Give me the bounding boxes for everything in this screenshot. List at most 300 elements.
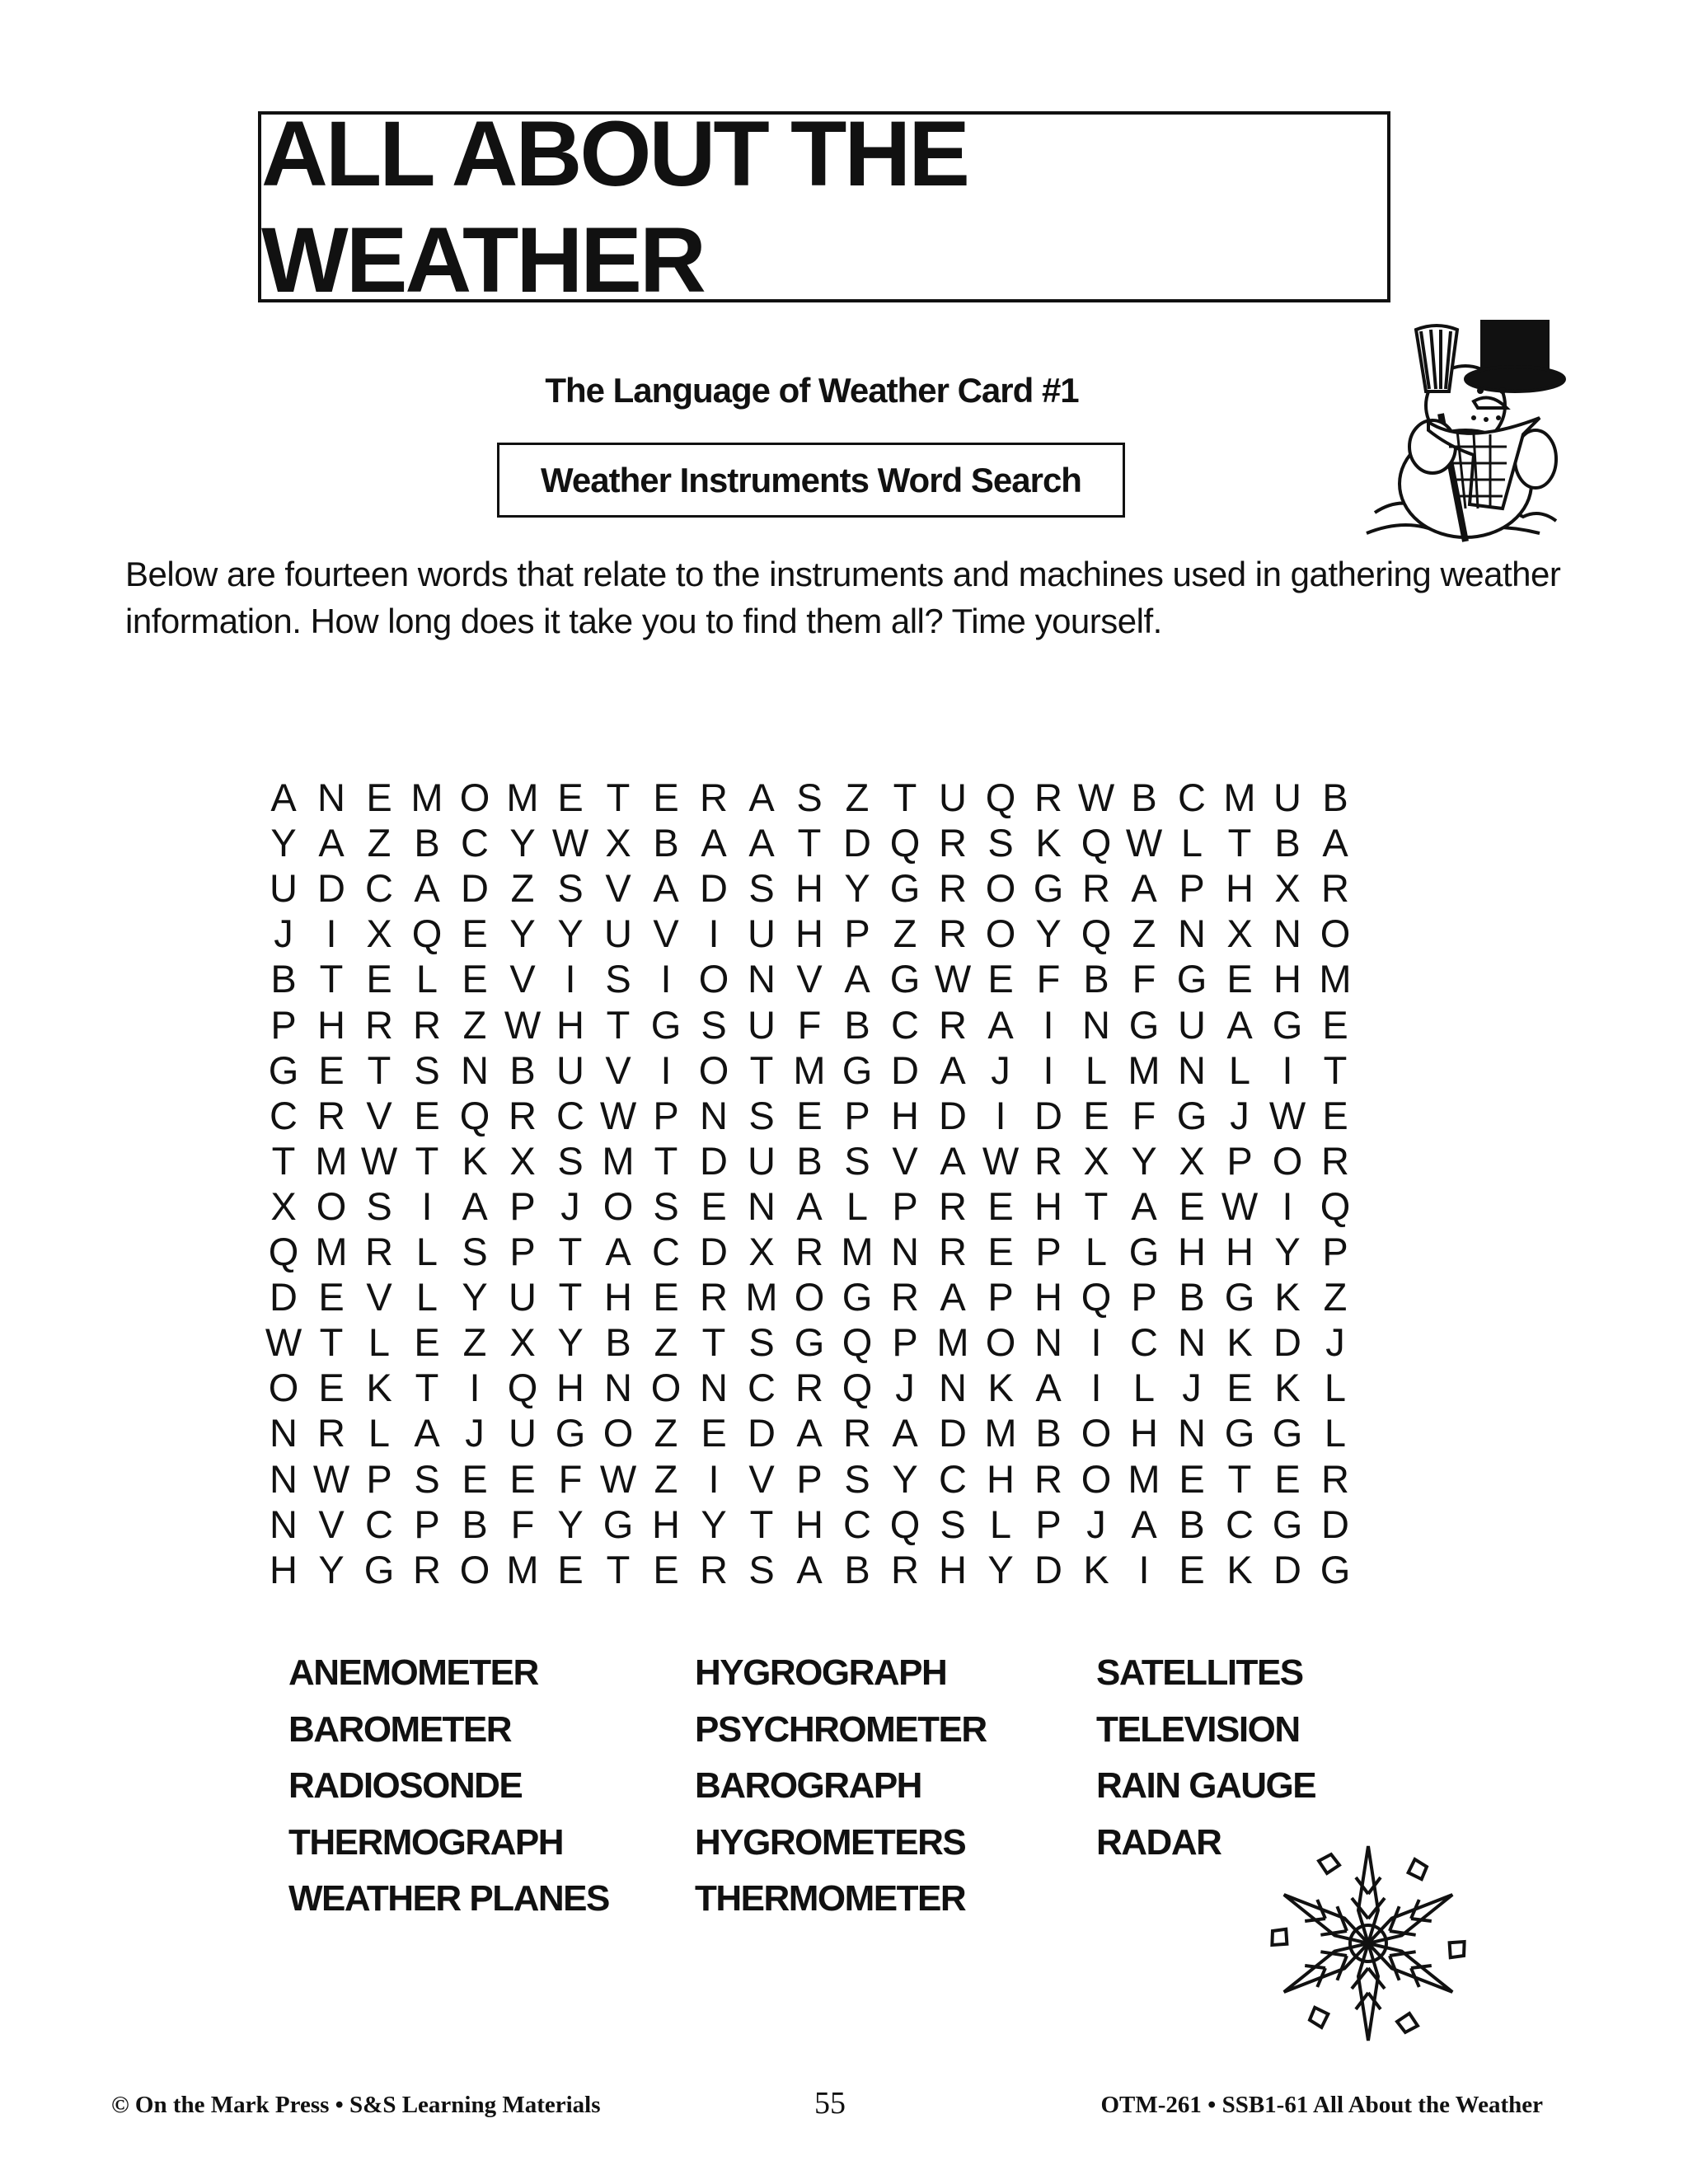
- grid-letter[interactable]: U: [556, 1047, 584, 1092]
- grid-letter[interactable]: Z: [654, 1411, 678, 1455]
- grid-letter[interactable]: G: [1224, 1411, 1255, 1455]
- grid-letter[interactable]: Z: [845, 776, 870, 819]
- grid-letter[interactable]: H: [891, 1093, 919, 1137]
- grid-letter[interactable]: T: [271, 1138, 296, 1183]
- grid-letter[interactable]: T: [797, 821, 822, 865]
- grid-letter[interactable]: Y: [892, 1456, 918, 1501]
- grid-letter[interactable]: S: [366, 1183, 392, 1228]
- grid-letter[interactable]: A: [605, 1230, 631, 1273]
- grid-letter[interactable]: S: [748, 866, 775, 911]
- grid-letter[interactable]: R: [1034, 1138, 1062, 1183]
- grid-letter[interactable]: Y: [557, 912, 584, 956]
- grid-letter[interactable]: K: [1226, 1320, 1253, 1365]
- grid-letter[interactable]: T: [319, 957, 344, 1001]
- grid-letter[interactable]: S: [414, 1047, 440, 1092]
- grid-letter[interactable]: A: [796, 1411, 823, 1455]
- grid-letter[interactable]: G: [555, 1411, 586, 1455]
- grid-letter[interactable]: I: [421, 1183, 433, 1228]
- grid-letter[interactable]: A: [270, 776, 297, 819]
- grid-letter[interactable]: T: [1227, 821, 1252, 865]
- grid-letter[interactable]: U: [1178, 1002, 1206, 1047]
- grid-letter[interactable]: B: [414, 821, 440, 865]
- grid-letter[interactable]: P: [653, 1093, 679, 1137]
- grid-letter[interactable]: M: [984, 1411, 1017, 1455]
- grid-letter[interactable]: T: [415, 1138, 439, 1183]
- grid-letter[interactable]: C: [652, 1230, 680, 1273]
- grid-letter[interactable]: B: [270, 957, 297, 1001]
- grid-letter[interactable]: O: [316, 1183, 347, 1228]
- grid-letter[interactable]: B: [1083, 957, 1109, 1001]
- grid-letter[interactable]: X: [748, 1230, 775, 1273]
- grid-letter[interactable]: Y: [462, 1275, 488, 1319]
- grid-letter[interactable]: V: [892, 1138, 918, 1183]
- grid-letter[interactable]: E: [318, 1047, 345, 1092]
- grid-letter[interactable]: N: [270, 1456, 298, 1501]
- grid-letter[interactable]: H: [270, 1547, 298, 1591]
- grid-letter[interactable]: A: [414, 1411, 440, 1455]
- grid-letter[interactable]: L: [415, 1275, 438, 1319]
- grid-letter[interactable]: N: [1178, 1411, 1206, 1455]
- grid-letter[interactable]: S: [796, 776, 823, 819]
- grid-letter[interactable]: B: [844, 1002, 870, 1047]
- grid-letter[interactable]: R: [1082, 866, 1110, 911]
- grid-letter[interactable]: G: [1272, 1411, 1303, 1455]
- grid-letter[interactable]: K: [1083, 1547, 1109, 1591]
- grid-letter[interactable]: P: [796, 1456, 823, 1501]
- grid-letter[interactable]: X: [1179, 1138, 1205, 1183]
- grid-letter[interactable]: T: [319, 1320, 344, 1365]
- grid-letter[interactable]: H: [652, 1502, 680, 1546]
- grid-letter[interactable]: R: [317, 1093, 345, 1137]
- grid-letter[interactable]: S: [844, 1456, 870, 1501]
- grid-letter[interactable]: O: [985, 866, 1016, 911]
- grid-letter[interactable]: V: [605, 866, 631, 911]
- grid-letter[interactable]: D: [939, 1093, 967, 1137]
- grid-letter[interactable]: W: [1077, 776, 1115, 819]
- grid-letter[interactable]: X: [1274, 866, 1301, 911]
- grid-letter[interactable]: P: [1179, 866, 1205, 911]
- grid-letter[interactable]: S: [987, 821, 1014, 865]
- grid-letter[interactable]: O: [603, 1183, 634, 1228]
- grid-letter[interactable]: H: [604, 1275, 632, 1319]
- grid-letter[interactable]: C: [843, 1502, 871, 1546]
- grid-letter[interactable]: M: [602, 1138, 635, 1183]
- grid-letter[interactable]: M: [1223, 776, 1256, 819]
- grid-letter[interactable]: N: [1178, 1047, 1206, 1092]
- grid-letter[interactable]: Q: [1320, 1183, 1351, 1228]
- grid-letter[interactable]: N: [461, 1047, 489, 1092]
- grid-letter[interactable]: U: [270, 866, 298, 911]
- grid-letter[interactable]: B: [1322, 776, 1348, 819]
- grid-letter[interactable]: D: [700, 1138, 728, 1183]
- grid-letter[interactable]: A: [1131, 1502, 1157, 1546]
- grid-letter[interactable]: R: [700, 1275, 728, 1319]
- grid-letter[interactable]: Q: [1081, 1275, 1112, 1319]
- grid-letter[interactable]: K: [1035, 821, 1062, 865]
- grid-letter[interactable]: G: [1176, 957, 1207, 1001]
- grid-letter[interactable]: N: [1178, 912, 1206, 956]
- grid-letter[interactable]: M: [1319, 957, 1352, 1001]
- grid-letter[interactable]: R: [891, 1547, 919, 1591]
- grid-letter[interactable]: Q: [842, 1366, 873, 1410]
- grid-letter[interactable]: J: [1086, 1502, 1106, 1546]
- grid-letter[interactable]: U: [748, 1138, 776, 1183]
- grid-letter[interactable]: J: [991, 1047, 1010, 1092]
- grid-letter[interactable]: I: [708, 912, 720, 956]
- grid-letter[interactable]: N: [891, 1230, 919, 1273]
- grid-letter[interactable]: E: [318, 1366, 345, 1410]
- grid-letter[interactable]: L: [1085, 1047, 1108, 1092]
- grid-letter[interactable]: A: [1226, 1002, 1253, 1047]
- grid-letter[interactable]: I: [1282, 1047, 1293, 1092]
- grid-letter[interactable]: V: [366, 1093, 392, 1137]
- grid-letter[interactable]: C: [270, 1093, 298, 1137]
- grid-letter[interactable]: T: [606, 1547, 631, 1591]
- grid-letter[interactable]: L: [1324, 1411, 1347, 1455]
- grid-letter[interactable]: P: [892, 1183, 918, 1228]
- grid-letter[interactable]: S: [605, 957, 631, 1001]
- grid-letter[interactable]: E: [653, 1547, 679, 1591]
- grid-letter[interactable]: X: [1226, 912, 1253, 956]
- grid-letter[interactable]: E: [653, 776, 679, 819]
- grid-letter[interactable]: M: [745, 1275, 778, 1319]
- grid-letter[interactable]: S: [844, 1138, 870, 1183]
- grid-letter[interactable]: L: [415, 957, 438, 1001]
- grid-letter[interactable]: A: [1131, 1183, 1157, 1228]
- grid-letter[interactable]: L: [1085, 1230, 1108, 1273]
- grid-letter[interactable]: I: [1043, 1047, 1054, 1092]
- grid-letter[interactable]: D: [1273, 1320, 1301, 1365]
- grid-letter[interactable]: E: [414, 1320, 440, 1365]
- grid-letter[interactable]: O: [698, 957, 729, 1001]
- grid-letter[interactable]: I: [565, 957, 576, 1001]
- grid-letter[interactable]: W: [599, 1456, 637, 1501]
- grid-letter[interactable]: H: [1226, 866, 1254, 911]
- grid-letter[interactable]: N: [1034, 1320, 1062, 1365]
- grid-letter[interactable]: Z: [367, 821, 392, 865]
- grid-letter[interactable]: P: [509, 1230, 536, 1273]
- grid-letter[interactable]: O: [985, 1320, 1016, 1365]
- grid-letter[interactable]: E: [1322, 1093, 1348, 1137]
- grid-letter[interactable]: H: [556, 1366, 584, 1410]
- grid-letter[interactable]: Y: [1274, 1230, 1301, 1273]
- grid-letter[interactable]: G: [794, 1320, 825, 1365]
- grid-letter[interactable]: A: [701, 821, 727, 865]
- grid-letter[interactable]: N: [270, 1411, 298, 1455]
- grid-letter[interactable]: N: [1082, 1002, 1110, 1047]
- grid-letter[interactable]: A: [940, 1138, 966, 1183]
- grid-letter[interactable]: R: [939, 1002, 967, 1047]
- grid-letter[interactable]: H: [987, 1456, 1015, 1501]
- grid-letter[interactable]: P: [1131, 1275, 1157, 1319]
- grid-letter[interactable]: E: [796, 1093, 823, 1137]
- grid-letter[interactable]: A: [796, 1547, 823, 1591]
- grid-letter[interactable]: M: [1128, 1456, 1160, 1501]
- grid-letter[interactable]: O: [1081, 1456, 1112, 1501]
- grid-letter[interactable]: R: [1321, 1138, 1349, 1183]
- grid-letter[interactable]: Q: [459, 1093, 490, 1137]
- grid-letter[interactable]: E: [366, 776, 392, 819]
- grid-letter[interactable]: O: [1320, 912, 1351, 956]
- grid-letter[interactable]: F: [1132, 1093, 1156, 1137]
- grid-letter[interactable]: I: [995, 1093, 1006, 1137]
- grid-letter[interactable]: P: [1035, 1230, 1062, 1273]
- grid-letter[interactable]: O: [698, 1047, 729, 1092]
- grid-letter[interactable]: T: [701, 1320, 726, 1365]
- grid-letter[interactable]: W: [1221, 1183, 1259, 1228]
- grid-letter[interactable]: A: [987, 1002, 1014, 1047]
- grid-letter[interactable]: S: [557, 866, 584, 911]
- grid-letter[interactable]: G: [889, 866, 921, 911]
- grid-letter[interactable]: G: [889, 957, 921, 1001]
- grid-letter[interactable]: J: [1230, 1093, 1250, 1137]
- grid-letter[interactable]: P: [509, 1183, 536, 1228]
- grid-letter[interactable]: L: [1324, 1366, 1347, 1410]
- grid-letter[interactable]: Z: [510, 866, 535, 911]
- grid-letter[interactable]: H: [317, 1002, 345, 1047]
- grid-letter[interactable]: E: [1322, 1002, 1348, 1047]
- grid-letter[interactable]: P: [844, 1093, 870, 1137]
- grid-letter[interactable]: L: [1180, 821, 1203, 865]
- grid-letter[interactable]: P: [1322, 1230, 1348, 1273]
- grid-letter[interactable]: C: [461, 821, 489, 865]
- grid-letter[interactable]: J: [895, 1366, 915, 1410]
- grid-letter[interactable]: O: [459, 1547, 490, 1591]
- grid-letter[interactable]: G: [268, 1047, 299, 1092]
- grid-letter[interactable]: L: [415, 1230, 438, 1273]
- grid-letter[interactable]: I: [1090, 1366, 1102, 1410]
- grid-letter[interactable]: D: [939, 1411, 967, 1455]
- grid-letter[interactable]: X: [509, 1138, 536, 1183]
- grid-letter[interactable]: I: [1282, 1183, 1293, 1228]
- grid-letter[interactable]: E: [557, 1547, 584, 1591]
- grid-letter[interactable]: J: [274, 912, 293, 956]
- grid-letter[interactable]: B: [1274, 821, 1301, 865]
- grid-letter[interactable]: X: [366, 912, 392, 956]
- grid-letter[interactable]: B: [1131, 776, 1157, 819]
- grid-letter[interactable]: X: [1083, 1138, 1109, 1183]
- grid-letter[interactable]: F: [558, 1456, 583, 1501]
- grid-letter[interactable]: C: [939, 1456, 967, 1501]
- grid-letter[interactable]: O: [650, 1366, 682, 1410]
- grid-letter[interactable]: Z: [1323, 1275, 1348, 1319]
- grid-letter[interactable]: E: [318, 1275, 345, 1319]
- grid-letter[interactable]: B: [1179, 1275, 1205, 1319]
- grid-letter[interactable]: G: [1272, 1502, 1303, 1546]
- grid-letter[interactable]: I: [660, 957, 672, 1001]
- grid-letter[interactable]: U: [939, 776, 967, 819]
- grid-letter[interactable]: P: [987, 1275, 1014, 1319]
- grid-letter[interactable]: D: [1034, 1093, 1062, 1137]
- grid-letter[interactable]: D: [461, 866, 489, 911]
- grid-letter[interactable]: G: [1128, 1002, 1160, 1047]
- grid-letter[interactable]: T: [1227, 1456, 1252, 1501]
- grid-letter[interactable]: T: [893, 776, 917, 819]
- grid-letter[interactable]: M: [1128, 1047, 1160, 1092]
- grid-letter[interactable]: M: [506, 1547, 539, 1591]
- grid-letter[interactable]: C: [891, 1002, 919, 1047]
- grid-letter[interactable]: P: [366, 1456, 392, 1501]
- grid-letter[interactable]: V: [318, 1502, 345, 1546]
- grid-letter[interactable]: A: [318, 821, 345, 865]
- grid-letter[interactable]: C: [1178, 776, 1206, 819]
- grid-letter[interactable]: R: [939, 1183, 967, 1228]
- grid-letter[interactable]: C: [365, 1502, 393, 1546]
- grid-letter[interactable]: A: [462, 1183, 488, 1228]
- grid-letter[interactable]: N: [1273, 912, 1301, 956]
- grid-letter[interactable]: K: [1274, 1366, 1301, 1410]
- grid-letter[interactable]: R: [509, 1093, 537, 1137]
- grid-letter[interactable]: H: [556, 1002, 584, 1047]
- grid-letter[interactable]: G: [603, 1502, 634, 1546]
- grid-letter[interactable]: U: [748, 912, 776, 956]
- grid-letter[interactable]: B: [462, 1502, 488, 1546]
- grid-letter[interactable]: M: [315, 1230, 348, 1273]
- grid-letter[interactable]: A: [748, 776, 775, 819]
- grid-letter[interactable]: O: [1081, 1411, 1112, 1455]
- grid-letter[interactable]: T: [1084, 1183, 1109, 1228]
- grid-letter[interactable]: E: [1179, 1547, 1205, 1591]
- grid-letter[interactable]: B: [509, 1047, 536, 1092]
- grid-letter[interactable]: O: [459, 776, 490, 819]
- grid-letter[interactable]: Y: [1131, 1138, 1157, 1183]
- grid-letter[interactable]: N: [270, 1502, 298, 1546]
- grid-letter[interactable]: E: [1226, 1366, 1253, 1410]
- grid-letter[interactable]: P: [1226, 1138, 1253, 1183]
- grid-letter[interactable]: L: [368, 1320, 391, 1365]
- grid-letter[interactable]: H: [1034, 1275, 1062, 1319]
- grid-letter[interactable]: R: [365, 1002, 393, 1047]
- grid-letter[interactable]: Z: [1132, 912, 1156, 956]
- grid-letter[interactable]: H: [939, 1547, 967, 1591]
- grid-letter[interactable]: Y: [1035, 912, 1062, 956]
- grid-letter[interactable]: E: [1226, 957, 1253, 1001]
- grid-letter[interactable]: L: [846, 1183, 869, 1228]
- grid-letter[interactable]: P: [1035, 1502, 1062, 1546]
- grid-letter[interactable]: A: [892, 1411, 918, 1455]
- grid-letter[interactable]: T: [606, 1002, 631, 1047]
- grid-letter[interactable]: F: [1036, 957, 1061, 1001]
- grid-letter[interactable]: T: [654, 1138, 678, 1183]
- grid-letter[interactable]: Y: [557, 1320, 584, 1365]
- grid-letter[interactable]: R: [700, 1547, 728, 1591]
- grid-letter[interactable]: R: [843, 1411, 871, 1455]
- grid-letter[interactable]: Q: [889, 821, 921, 865]
- grid-letter[interactable]: Z: [654, 1320, 678, 1365]
- grid-letter[interactable]: G: [1224, 1275, 1255, 1319]
- grid-letter[interactable]: N: [1178, 1320, 1206, 1365]
- grid-letter[interactable]: Q: [1081, 912, 1112, 956]
- grid-letter[interactable]: B: [796, 1138, 823, 1183]
- grid-letter[interactable]: S: [748, 1320, 775, 1365]
- grid-letter[interactable]: V: [748, 1456, 775, 1501]
- grid-letter[interactable]: Z: [462, 1320, 487, 1365]
- grid-letter[interactable]: K: [1226, 1547, 1253, 1591]
- grid-letter[interactable]: V: [509, 957, 536, 1001]
- grid-letter[interactable]: H: [1034, 1183, 1062, 1228]
- grid-letter[interactable]: Z: [654, 1456, 678, 1501]
- grid-letter[interactable]: P: [414, 1502, 440, 1546]
- grid-letter[interactable]: A: [748, 821, 775, 865]
- grid-letter[interactable]: D: [748, 1411, 776, 1455]
- grid-letter[interactable]: B: [605, 1320, 631, 1365]
- grid-letter[interactable]: A: [414, 866, 440, 911]
- grid-letter[interactable]: Y: [509, 912, 536, 956]
- grid-letter[interactable]: A: [844, 957, 870, 1001]
- grid-letter[interactable]: R: [939, 821, 967, 865]
- grid-letter[interactable]: G: [842, 1047, 873, 1092]
- grid-letter[interactable]: D: [891, 1047, 919, 1092]
- grid-letter[interactable]: P: [892, 1320, 918, 1365]
- grid-letter[interactable]: U: [604, 912, 632, 956]
- grid-letter[interactable]: W: [1125, 821, 1163, 865]
- grid-letter[interactable]: N: [700, 1366, 728, 1410]
- grid-letter[interactable]: A: [653, 866, 679, 911]
- grid-letter[interactable]: Z: [893, 912, 917, 956]
- grid-letter[interactable]: B: [844, 1547, 870, 1591]
- grid-letter[interactable]: Y: [318, 1547, 345, 1591]
- grid-letter[interactable]: O: [603, 1411, 634, 1455]
- grid-letter[interactable]: T: [749, 1047, 774, 1092]
- grid-letter[interactable]: E: [653, 1275, 679, 1319]
- grid-letter[interactable]: K: [987, 1366, 1014, 1410]
- grid-letter[interactable]: U: [1273, 776, 1301, 819]
- grid-letter[interactable]: X: [605, 821, 631, 865]
- grid-letter[interactable]: E: [987, 1230, 1014, 1273]
- grid-letter[interactable]: S: [653, 1183, 679, 1228]
- grid-letter[interactable]: H: [1226, 1230, 1254, 1273]
- grid-letter[interactable]: N: [939, 1366, 967, 1410]
- grid-letter[interactable]: G: [363, 1547, 395, 1591]
- grid-letter[interactable]: I: [1138, 1547, 1150, 1591]
- grid-letter[interactable]: J: [465, 1411, 485, 1455]
- grid-letter[interactable]: W: [265, 1320, 302, 1365]
- grid-letter[interactable]: M: [410, 776, 443, 819]
- grid-letter[interactable]: E: [987, 1183, 1014, 1228]
- grid-letter[interactable]: V: [605, 1047, 631, 1092]
- grid-letter[interactable]: T: [558, 1230, 583, 1273]
- grid-letter[interactable]: G: [650, 1002, 682, 1047]
- grid-letter[interactable]: O: [268, 1366, 299, 1410]
- grid-letter[interactable]: X: [509, 1320, 536, 1365]
- grid-letter[interactable]: H: [1273, 957, 1301, 1001]
- grid-letter[interactable]: D: [270, 1275, 298, 1319]
- grid-letter[interactable]: Y: [844, 866, 870, 911]
- grid-letter[interactable]: C: [365, 866, 393, 911]
- grid-letter[interactable]: B: [653, 821, 679, 865]
- grid-letter[interactable]: D: [1321, 1502, 1349, 1546]
- grid-letter[interactable]: S: [701, 1002, 727, 1047]
- grid-letter[interactable]: U: [748, 1002, 776, 1047]
- grid-letter[interactable]: D: [843, 821, 871, 865]
- grid-letter[interactable]: O: [985, 912, 1016, 956]
- grid-letter[interactable]: I: [1090, 1320, 1102, 1365]
- grid-letter[interactable]: E: [509, 1456, 536, 1501]
- grid-letter[interactable]: E: [462, 912, 488, 956]
- grid-letter[interactable]: W: [599, 1093, 637, 1137]
- grid-letter[interactable]: M: [315, 1138, 348, 1183]
- grid-letter[interactable]: E: [701, 1411, 727, 1455]
- grid-letter[interactable]: R: [413, 1002, 441, 1047]
- grid-letter[interactable]: M: [841, 1230, 874, 1273]
- grid-letter[interactable]: E: [1274, 1456, 1301, 1501]
- grid-letter[interactable]: V: [796, 957, 823, 1001]
- grid-letter[interactable]: X: [270, 1183, 297, 1228]
- grid-letter[interactable]: T: [749, 1502, 774, 1546]
- grid-letter[interactable]: Y: [987, 1547, 1014, 1591]
- grid-letter[interactable]: R: [700, 776, 728, 819]
- grid-letter[interactable]: S: [557, 1138, 584, 1183]
